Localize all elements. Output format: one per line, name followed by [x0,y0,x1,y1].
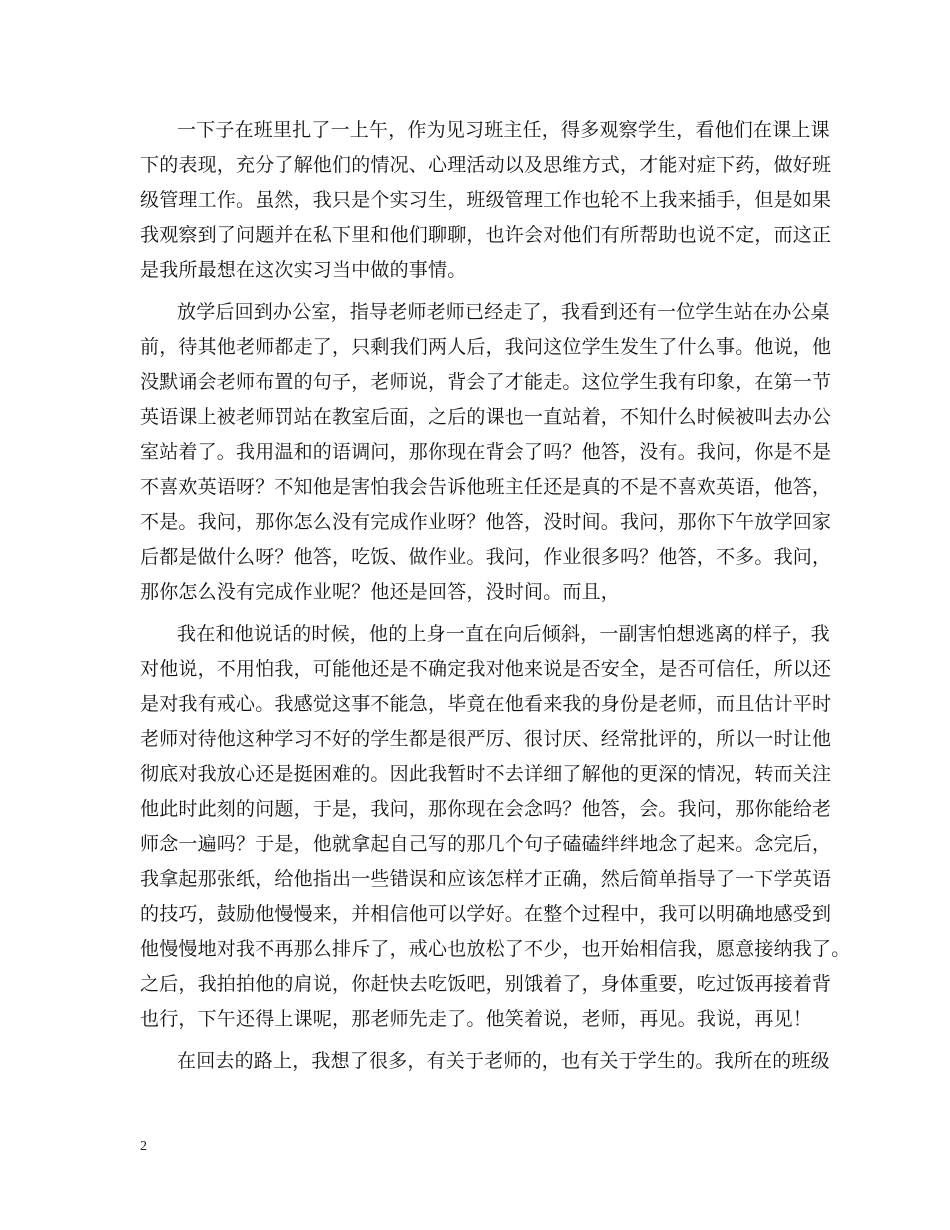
paragraph-2-line-4: 英语课上被老师罚站在教室后面，之后的课也一直站着，不知什么时候被叫去办公 [140,406,832,428]
paragraph-3-line-11: 之后，我拍拍他的肩说，你赶快去吃饭吧，别饿着了，身体重要，吃过饭再接着背 [140,973,832,995]
paragraph-3-line-7: 师念一遍吗？于是，他就拿起自己写的那几个句子磕磕绊绊地念了起来。念完后， [140,833,832,855]
paragraph-4-line-1: 在回去的路上，我想了很多，有关于老师的，也有关于学生的。我所在的班级 [177,1050,830,1072]
paragraph-3-line-2: 对他说，不用怕我，可能他还是不确定我对他来说是否安全，是否可信任，所以还 [140,658,832,680]
paragraph-2-line-6: 不喜欢英语呀？不知他是害怕我会告诉他班主任还是真的不是不喜欢英语，他答， [140,476,832,498]
paragraph-2-line-9: 那你怎么没有完成作业呢？他还是回答，没时间。而且， [140,581,621,603]
paragraph-3-line-8: 我拿起那张纸，给他指出一些错误和应该怎样才正确，然后简单指导了一下学英语 [140,868,832,890]
paragraph-1-line-1: 一下子在班里扎了一上午，作为见习班主任，得多观察学生，看他们在课上课 [177,119,830,141]
paragraph-3-line-5: 彻底对我放心还是挺困难的。因此我暂时不去详细了解他的更深的情况，转而关注 [140,763,832,785]
page-number: 2 [140,1139,147,1154]
paragraph-1-line-2: 下的表现，充分了解他们的情况、心理活动以及思维方式，才能对症下药，做好班 [140,154,832,176]
paragraph-3-line-3: 是对我有戒心。我感觉这事不能急，毕竟在他看来我的身份是老师，而且估计平时 [140,693,832,715]
paragraph-1-line-3: 级管理工作。虽然，我只是个实习生，班级管理工作也轮不上我来插手，但是如果 [140,189,832,211]
paragraph-3-line-12: 也行，下午还得上课呢，那老师先走了。他笑着说，老师，再见。我说，再见！ [140,1008,813,1030]
paragraph-3-line-9: 的技巧，鼓励他慢慢来，并相信他可以学好。在整个过程中，我可以明确地感受到 [140,903,832,925]
paragraph-2-line-2: 前，待其他老师都走了，只剩我们两人后，我问这位学生发生了什么事。他说，他 [140,336,832,358]
paragraph-1-line-4: 我观察到了问题并在私下里和他们聊聊，也许会对他们有所帮助也说不定，而这正 [140,224,832,246]
paragraph-3-line-1: 我在和他说话的时候，他的上身一直在向后倾斜，一副害怕想逃离的样子，我 [177,623,830,645]
paragraph-2-line-5: 室站着了。我用温和的语调问，那你现在背会了吗？他答，没有。我问，你是不是 [140,441,832,463]
paragraph-2-line-3: 没默诵会老师布置的句子，老师说，背会了才能走。这位学生我有印象，在第一节 [140,371,832,393]
paragraph-2-line-7: 不是。我问，那你怎么没有完成作业呀？他答，没时间。我问，那你下午放学回家 [140,511,832,533]
paragraph-2-line-8: 后都是做什么呀？他答，吃饭、做作业。我问，作业很多吗？他答，不多。我问， [140,546,832,568]
paragraph-3-line-10: 他慢慢地对我不再那么排斥了，戒心也放松了不少，也开始相信我，愿意接纳我了。 [140,938,851,960]
paragraph-2-line-1: 放学后回到办公室，指导老师老师已经走了，我看到还有一位学生站在办公桌 [177,301,830,323]
paragraph-3-line-4: 老师对待他这种学习不好的学生都是很严厉、很讨厌、经常批评的，所以一时让他 [140,728,832,750]
paragraph-3-line-6: 他此时此刻的问题，于是，我问，那你现在会念吗？他答，会。我问，那你能给老 [140,798,832,820]
paragraph-1-line-5: 是我所最想在这次实习当中做的事情。 [140,259,467,281]
